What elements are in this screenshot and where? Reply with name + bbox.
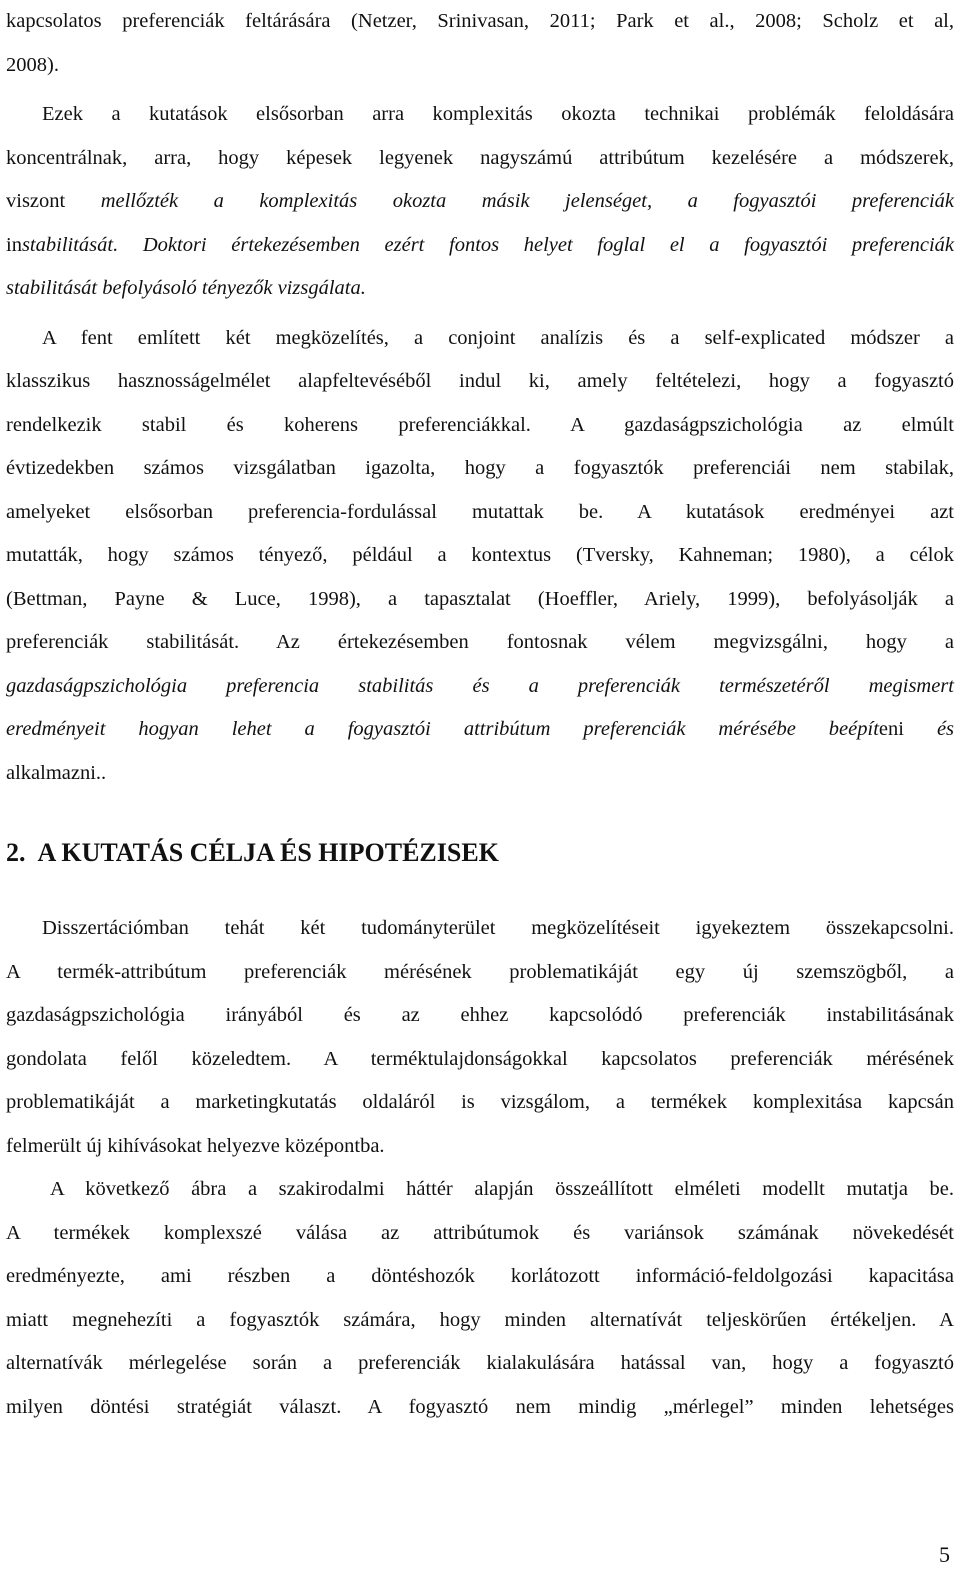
text-line: miatt megnehezíti a fogyasztók számára, hogy minden alternatívát teljeskörűen értékeljen. A: [6, 1308, 954, 1331]
text-line: [6, 267, 954, 311]
italic-run: stabilitását befolyásoló tényezők vizsgálata.: [6, 277, 366, 299]
text-line: A termékek komplexszé válása az attribútumok és variánsok számának növekedését: [6, 1221, 954, 1244]
text-line: klasszikus hasznosságelmélet alapfeltevéséből indul ki, amely feltételezi, hogy a fogyasztó: [6, 370, 954, 392]
italic-run: gazdaságpszichológia preferencia stabilitás és a preferenciák természetéről megismert: [6, 674, 954, 697]
text-line: problematikáját a marketingkutatás oldaláról is vizsgálom, a termékek komplexitása kapcsán: [6, 1091, 954, 1113]
text-run: eni: [878, 718, 937, 740]
text-line: kapcsolatos preferenciák feltárására (Netzer, Srinivasan, 2011; Park et al., 2008; Scholz et al,: [6, 10, 954, 32]
text-line: A következő ábra a szakirodalmi háttér alapján összeállított elméleti modellt mutatja be.: [50, 1178, 954, 1200]
text-line: eredményezte, ami részben a döntéshozók korlátozott információ-feldolgozási kapacitása: [6, 1265, 954, 1287]
text-line: évtizedekben számos vizsgálatban igazolta, hogy a fogyasztók preferenciái nem stabilak,: [6, 457, 954, 479]
text-line: [6, 665, 954, 709]
text-line: [6, 708, 954, 752]
italic-run: és: [936, 718, 955, 740]
text-line: mutatták, hogy számos tényező, például a kontextus (Tversky, Kahneman; 1980), a célok: [6, 544, 954, 566]
text-line: preferenciák stabilitását. Az értekezésemben fontosnak vélem megvizsgálni, hogy a: [6, 631, 954, 653]
text-line: A termék-attribútum preferenciák mérésének problematikáját egy új szemszögből, a: [6, 960, 954, 983]
text-line: alternatívák mérlegelése során a preferenciák kialakulására hatással van, hogy a fogyasztó: [6, 1352, 954, 1374]
paragraph-continuation: [6, 0, 954, 87]
text-line: 2008).: [6, 53, 59, 76]
paragraph-dissertation: [6, 907, 954, 1168]
paragraph-model: [6, 1168, 954, 1429]
italic-run: eredményeit hogyan lehet a fogyasztói attribútum preferenciák mérésébe beépít: [6, 718, 879, 740]
text-line: Disszertációmban tehát két tudományterület megközelítéseit igyekeztem összekapcsolni.: [42, 917, 954, 939]
text-line: [6, 180, 954, 224]
section-title: A KUTATÁS CÉLJA ÉS HIPOTÉZISEK: [37, 838, 499, 867]
text-run: in: [6, 233, 22, 256]
text-line: gondolata felől közeledtem. A terméktulajdonságokkal kapcsolatos preferenciák mérésének: [6, 1047, 954, 1070]
document-page: [6, 0, 954, 1429]
section-number: 2.: [6, 838, 26, 867]
text-run: viszont: [6, 190, 101, 212]
text-line: felmerült új kihívásokat helyezve középontba.: [6, 1134, 385, 1157]
text-line: amelyeket elsősorban preferencia-fordulással mutattak be. A kutatások eredményei azt: [6, 500, 954, 523]
paragraph-conjoint: [6, 317, 954, 796]
text-line: gazdaságpszichológia irányából és az ehhez kapcsolódó preferenciák instabilitásának: [6, 1004, 954, 1026]
page-number: 5: [939, 1542, 950, 1567]
text-line: [6, 224, 954, 268]
text-line: koncentrálnak, arra, hogy képesek legyenek nagyszámú attribútum kezelésére a módszerek,: [6, 146, 954, 169]
italic-run: mellőzték a komplexitás okozta másik jelenséget, a fogyasztói preferenciák: [100, 190, 954, 212]
text-line: milyen döntési stratégiát választ. A fogyasztó nem mindig „mérlegel” minden lehetséges: [6, 1395, 954, 1418]
text-line: (Bettman, Payne & Luce, 1998), a tapasztalat (Hoeffler, Ariely, 1999), befolyásolják a: [6, 587, 954, 610]
text-line: A fent említett két megközelítés, a conjoint analízis és a self-explicated módszer a: [42, 326, 954, 349]
text-line: alkalmazni..: [6, 761, 107, 784]
italic-run: stabilitását. Doktori értekezésemben ezért fontos helyet foglal el a fogyasztói preferenciák: [21, 233, 954, 256]
text-line: rendelkezik stabil és koherens preferenciákkal. A gazdaságpszichológia az elmúlt: [6, 413, 954, 436]
section-heading: [6, 833, 954, 873]
text-line: Ezek a kutatások elsősorban arra komplexitás okozta technikai problémák feloldására: [42, 103, 954, 125]
paragraph-complexity: [6, 93, 954, 311]
